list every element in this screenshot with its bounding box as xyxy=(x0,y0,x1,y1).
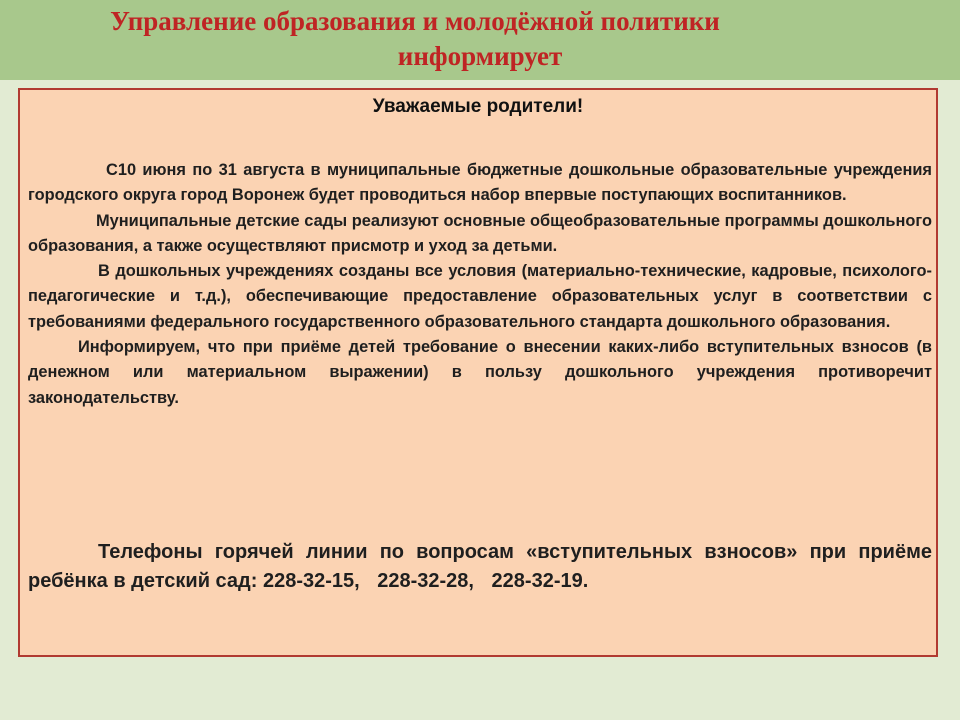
notice-body xyxy=(28,158,932,411)
page-title xyxy=(0,4,960,74)
hotline-info xyxy=(28,538,932,596)
title-line-1: Управление образования и молодёжной политики xyxy=(110,6,720,36)
title-line-2: информирует xyxy=(397,41,563,71)
hotline-text: Телефоны горячей линии по вопросам «вступительных взносов» при приёме ребёнка в детский сад: xyxy=(28,541,932,592)
paragraph-enrollment: С10 июня по 31 августа в муниципальные бюджетные дошкольные образовательные учреждения городского округа город Воронеж будет проводиться набор впервые поступающих воспитанников. xyxy=(28,161,932,205)
notice-box xyxy=(18,88,938,657)
hotline-phones: 228-32-15, 228-32-28, 228-32-19. xyxy=(262,570,589,592)
paragraph-fees: Информируем, что при приёме детей требование о внесении каких-либо вступительных взносов (в денежном или материальном выражении) в пользу дошкольного учреждения противоречит законодательству. xyxy=(28,338,932,407)
greeting: Уважаемые родители! xyxy=(372,96,584,117)
paragraph-kindergartens: Муниципальные детские сады реализуют основные общеобразовательные программы дошкольного образования, а также осуществляют присмотр и уход за детьми. xyxy=(28,211,932,255)
paragraph-conditions: В дошкольных учреждениях созданы все условия (материально-технические, кадровые, психолого-педагогические и т.д.), обеспечивающие предоставление образовательных услуг в соответствии с требованиями федерального государственного образовательного стандарта дошкольного образования. xyxy=(28,262,932,331)
